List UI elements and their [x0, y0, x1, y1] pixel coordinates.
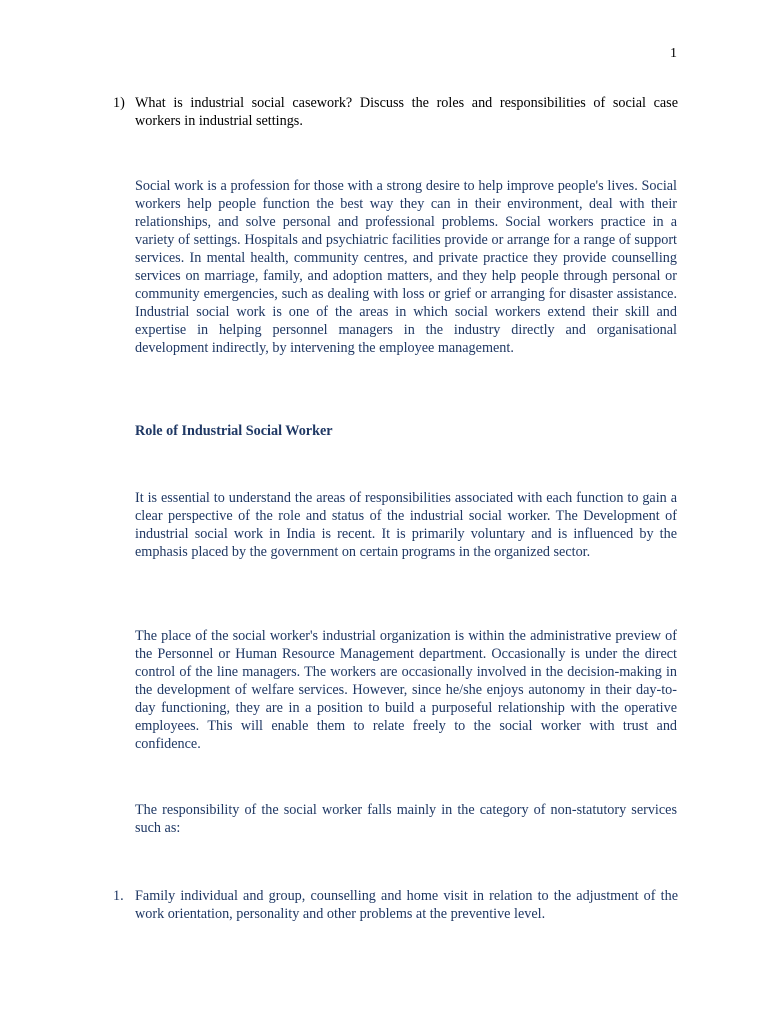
list-item — [113, 887, 678, 923]
question — [113, 94, 678, 130]
section-heading: Role of Industrial Social Worker — [135, 423, 333, 439]
intro-paragraph: Social work is a profession for those with a strong desire to help improve people's lives. Social workers help people function the best way they can in their environment, deal with their relationships, and solve personal and professional problems. Social workers practice in a variety of settings. Hospitals and psychiatric facilities provide or arrange for a range of support services. In mental health, community centres, and private practice they provide counselling services on marriage, family, and adoption matters, and they help people through personal or community emergencies, such as dealing with loss or grief or arranging for disaster assistance. Industrial social work is one of the areas in which social workers extend their skill and expertise in helping personnel managers in the industry directly and organisational development indirectly, by intervening the employee management. — [135, 178, 677, 356]
services-intro-paragraph: The responsibility of the social worker falls mainly in the category of non-statutory services such as: — [135, 802, 677, 836]
place-paragraph: The place of the social worker's industrial organization is within the administrative preview of the Personnel or Human Resource Management department. Occasionally is under the direct control of the line managers. The workers are occasionally involved in the decision-making in the development of welfare services. However, since he/she enjoys autonomy in their day-to-day functioning, they are in a position to build a purposeful relationship with the operative employees. This will enable them to relate freely to the social worker with trust and confidence. — [135, 628, 677, 752]
list-item-text: Family individual and group, counselling and home visit in relation to the adjustment of the work orientation, personality and other problems at the preventive level. — [135, 888, 678, 922]
question-text: What is industrial social casework? Discuss the roles and responsibilities of social case workers in industrial settings. — [135, 95, 678, 129]
page-number: 1 — [670, 46, 677, 61]
responsibilities-paragraph: It is essential to understand the areas of responsibilities associated with each function to gain a clear perspective of the role and status of the industrial social worker. The Development of industrial social work in India is recent. It is primarily voluntary and is influenced by the emphasis placed by the government on certain programs in the organized sector. — [135, 490, 677, 560]
list-item-number: 1. — [113, 888, 124, 904]
question-number: 1) — [113, 95, 125, 111]
